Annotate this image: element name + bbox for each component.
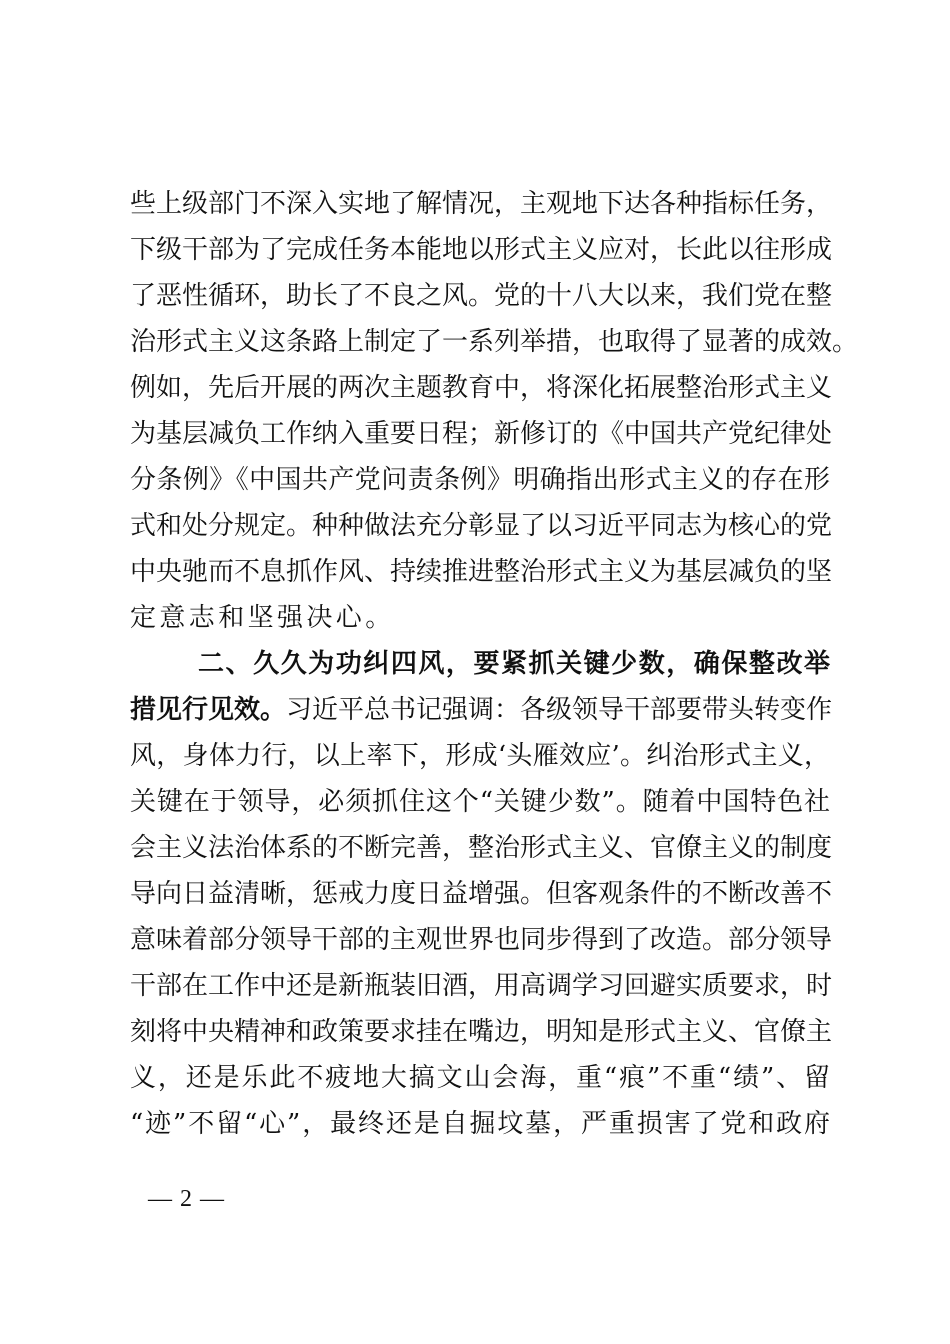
body-line: 导向日益清晰，惩戒力度日益增强。但客观条件的不断改善不 [130,879,833,909]
body-line: 下级干部为了完成任务本能地以形式主义应对，长此以往形成 [130,235,833,265]
body-line: 定意志和坚强决心。 [130,603,395,633]
body-line: 中央驰而不息抓作风、持续推进整治形式主义为基层减负的坚 [130,557,833,587]
body-text: 习近平总书记强调：各级领导干部要带头转变作 [286,695,833,725]
body-line: 些上级部门不深入实地了解情况，主观地下达各种指标任务， [130,189,833,219]
body-line: 干部在工作中还是新瓶装旧酒，用高调学习回避实质要求，时 [130,971,833,1001]
body-line: 式和处分规定。种种做法充分彰显了以习近平同志为核心的党 [130,511,833,541]
body-line: 分条例》《中国共产党问责条例》明确指出形式主义的存在形 [130,465,830,495]
body-line: 意味着部分领导干部的主观世界也同步得到了改造。部分领导 [130,925,833,955]
body-line: 治形式主义这条路上制定了一系列举措，也取得了显著的成效。 [130,327,859,357]
body-line: 义，还是乐此不疲地大搞文山会海，重“痕”不重“绩”、留 [130,1063,830,1093]
body-line: 刻将中央精神和政策要求挂在嘴边，明知是形式主义、官僚主 [130,1017,833,1047]
section-heading-continuation [130,690,833,730]
body-line: 为基层减负工作纳入重要日程；新修订的《中国共产党纪律处 [130,419,833,449]
section-heading: 二、久久为功纠四风，要紧抓关键少数，确保整改举 [198,649,830,679]
section-heading-tail: 措见行见效。 [130,695,287,725]
body-line: 关键在于领导，必须抓住这个“关键少数”。随着中国特色社 [130,787,830,817]
body-line: “迹”不留“心”，最终还是自掘坟墓，严重损害了党和政府 [130,1109,830,1139]
body-line: 会主义法治体系的不断完善，整治形式主义、官僚主义的制度 [130,833,833,863]
body-line: 了恶性循环，助长了不良之风。党的十八大以来，我们党在整 [130,281,833,311]
body-line: 例如，先后开展的两次主题教育中，将深化拓展整治形式主义 [130,373,833,403]
body-line: 风，身体力行，以上率下，形成‘头雁效应’。纠治形式主义， [130,741,830,771]
page-number: — 2 — [148,1186,225,1212]
